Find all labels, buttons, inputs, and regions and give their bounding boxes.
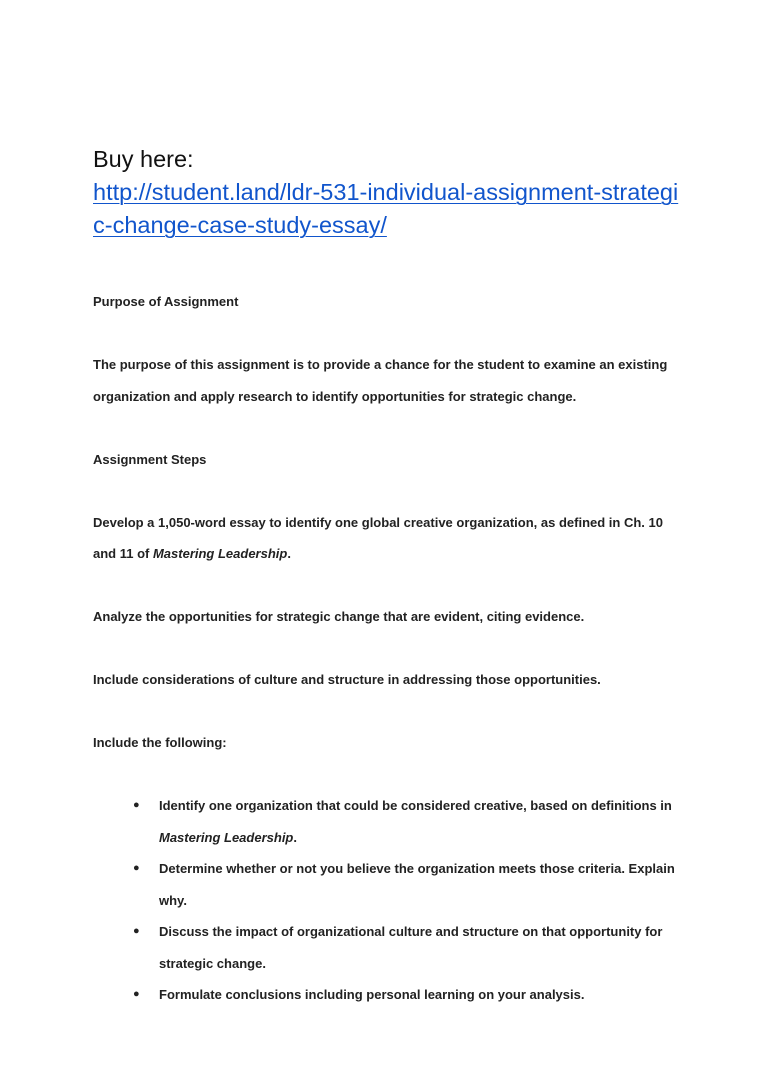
bullet-icon: ●	[133, 799, 140, 811]
step-develop-text: Develop a 1,050-word essay to identify one global creative organization, as defined in Ch. 10 and 11 of	[93, 514, 663, 561]
list-item-text: Identify one organization that could be considered creative, based on definitions in	[159, 798, 672, 813]
spacer	[93, 759, 683, 791]
step-develop-essay	[93, 507, 683, 570]
spacer	[93, 318, 683, 350]
step-include-considerations: Include considerations of culture and structure in addressing those opportunities.	[93, 672, 601, 687]
spacer	[93, 475, 683, 507]
step-analyze: Analyze the opportunities for strategic change that are evident, citing evidence.	[93, 609, 585, 624]
list-item-text: Determine whether or not you believe the organization meets those criteria. Explain why.	[159, 861, 675, 908]
list-item	[93, 853, 683, 916]
document-content	[93, 143, 683, 1011]
spacer	[93, 412, 683, 444]
purpose-heading: Purpose of Assignment	[93, 294, 239, 309]
purpose-text: The purpose of this assignment is to provide a chance for the student to examine an existing organization and apply research to identify opportunities for strategic change.	[93, 357, 668, 404]
bullet-icon: ●	[133, 925, 140, 937]
spacer	[93, 570, 683, 602]
list-item	[93, 790, 683, 853]
spacer	[93, 242, 683, 286]
list-item-text: Formulate conclusions including personal learning on your analysis.	[159, 987, 585, 1002]
book-title: Mastering Leadership	[159, 829, 294, 845]
step-develop-period: .	[287, 546, 291, 561]
buy-here-link[interactable]: http://student.land/ldr-531-individual-assignment-strategic-change-case-study-essay/	[93, 179, 679, 238]
list-item	[93, 916, 683, 979]
buy-here-label: Buy here:	[93, 146, 194, 172]
bullet-icon: ●	[133, 862, 140, 874]
spacer	[93, 696, 683, 728]
list-item	[93, 979, 683, 1011]
list-item-text: Discuss the impact of organizational culture and structure on that opportunity for strategic change.	[159, 924, 663, 971]
list-item-period: .	[293, 829, 297, 845]
include-heading: Include the following:	[93, 735, 227, 750]
requirements-list	[93, 790, 683, 1011]
spacer	[93, 633, 683, 665]
bullet-icon: ●	[133, 988, 140, 1000]
book-title: Mastering Leadership	[152, 546, 288, 561]
steps-heading: Assignment Steps	[93, 451, 207, 467]
